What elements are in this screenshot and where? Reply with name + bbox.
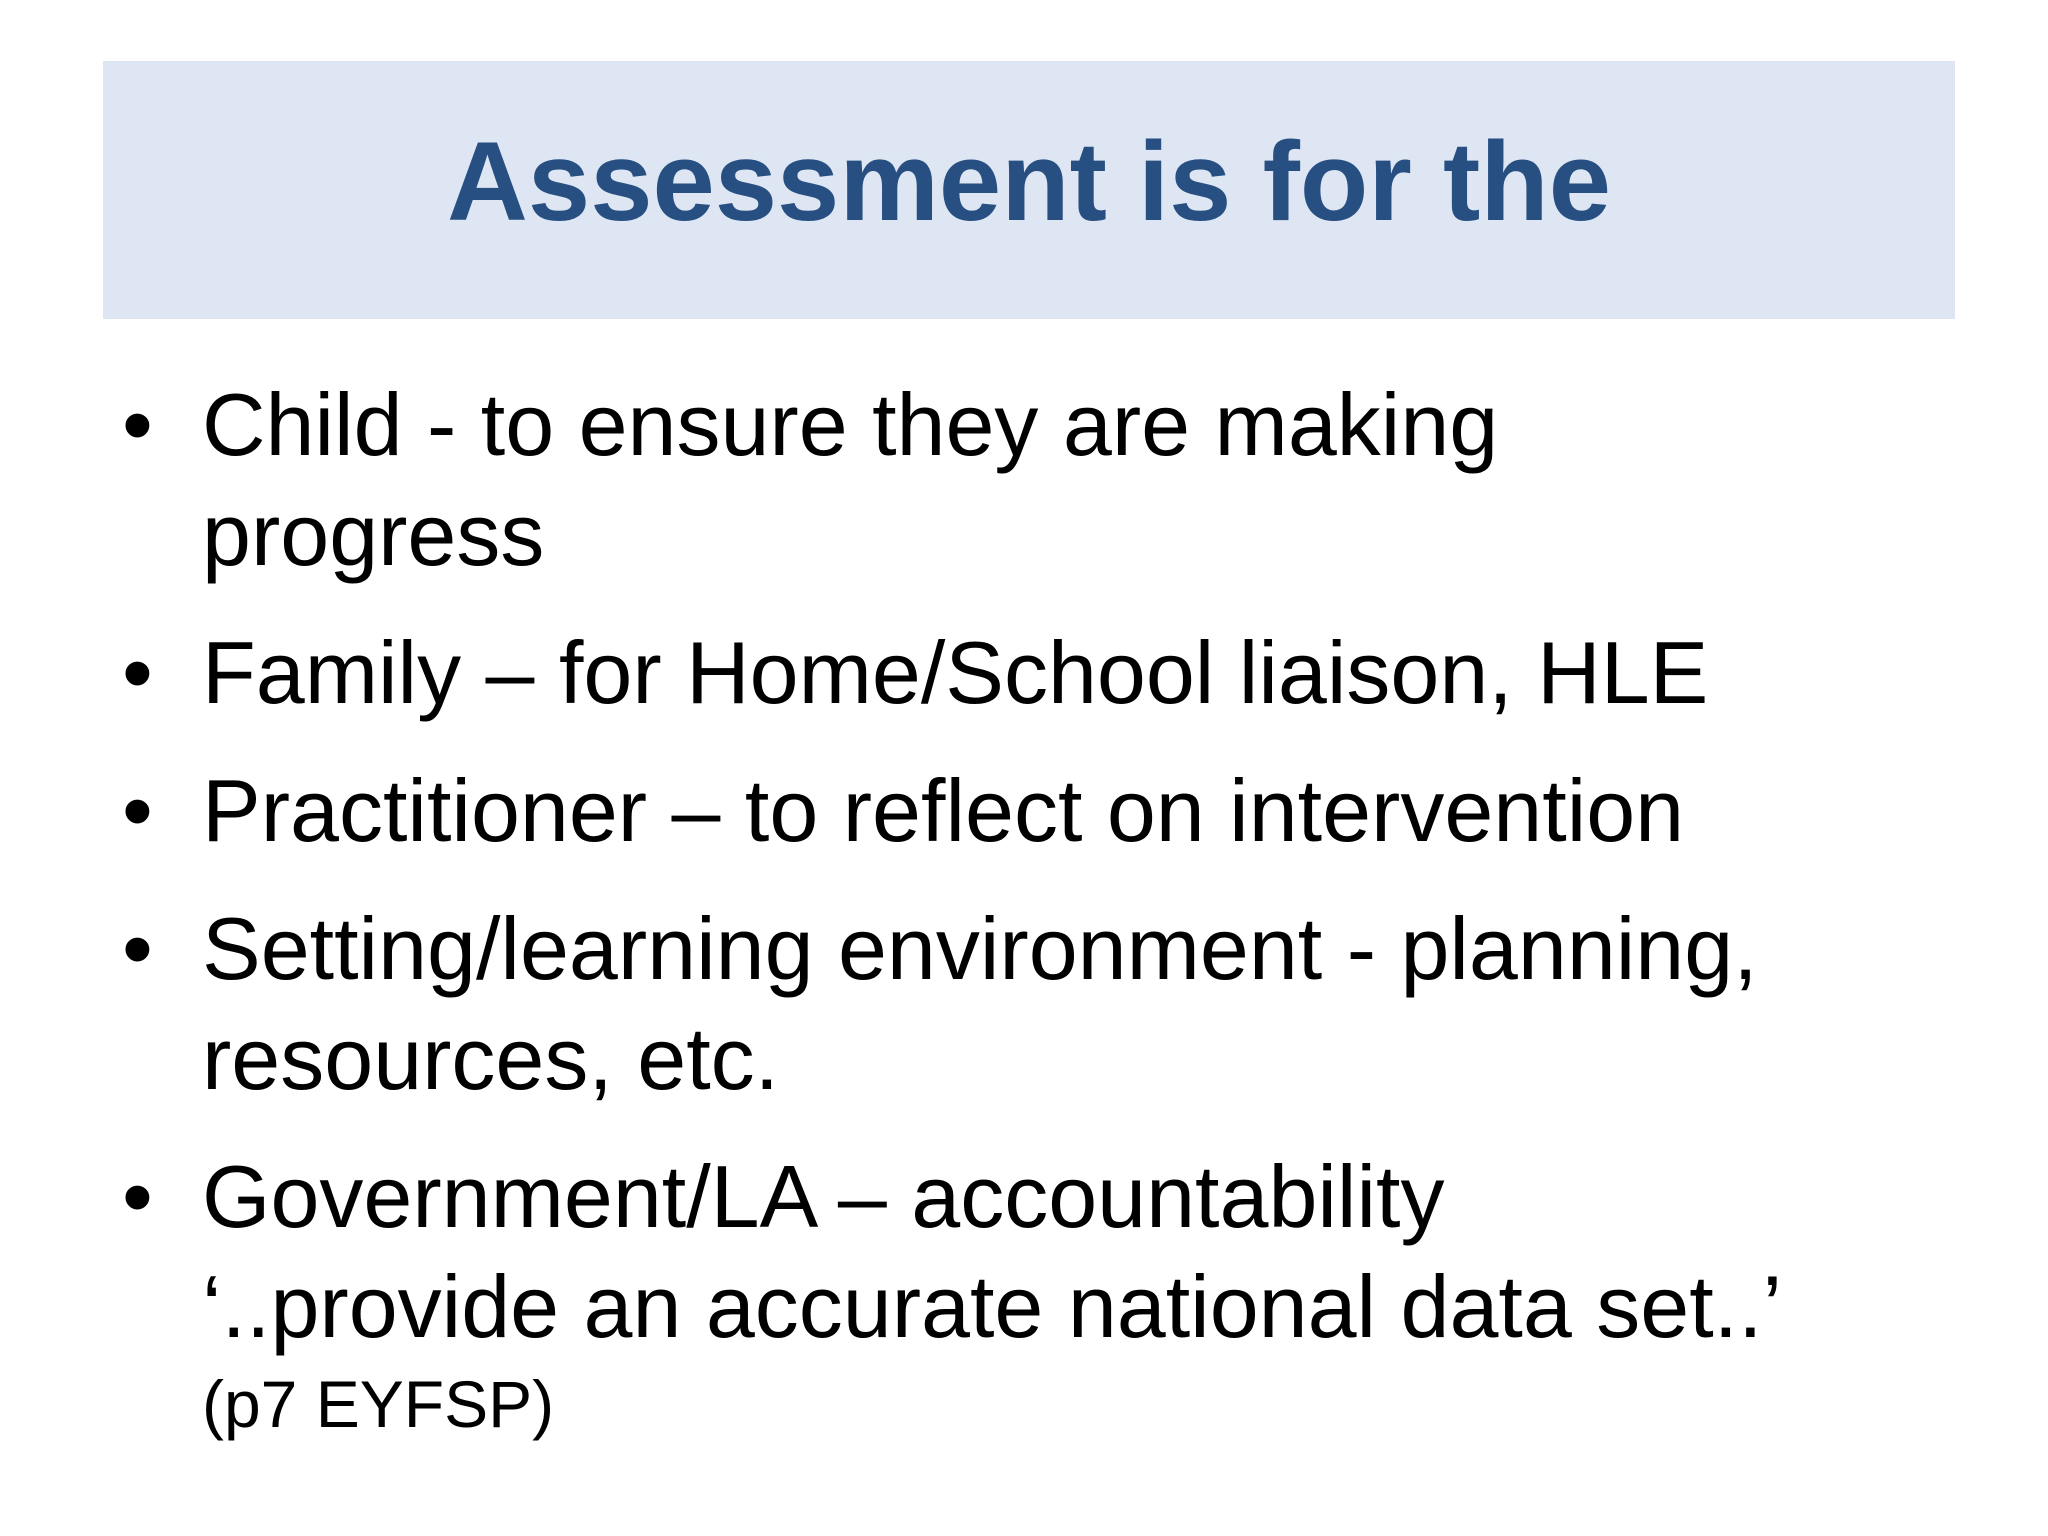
title-band (103, 61, 1955, 319)
bullet-icon: • (122, 375, 153, 474)
bullet-icon: • (122, 899, 153, 998)
bullet-list (122, 370, 1952, 1474)
bullet-child (122, 370, 1952, 590)
bullet-icon: • (122, 761, 153, 860)
bullet-setting (122, 894, 1952, 1114)
citation-note: (p7 EYFSP) (202, 1367, 555, 1441)
bullet-text: Practitioner – to reflect on intervention (202, 761, 1685, 860)
bullet-text: Child - to ensure they are making (202, 375, 1499, 474)
bullet-text: Government/LA – accountability (202, 1147, 1445, 1246)
bullet-text: ‘..provide an accurate national data set..’ (202, 1257, 1783, 1356)
bullet-practitioner (122, 756, 1952, 866)
bullet-text: progress (202, 485, 545, 584)
bullet-text: Setting/learning environment - planning, (202, 899, 1758, 998)
slide-title: Assessment is for the (447, 119, 1611, 244)
bullet-family (122, 618, 1952, 728)
bullet-text: Family – for Home/School liaison, HLE (202, 623, 1709, 722)
bullet-icon: • (122, 623, 153, 722)
bullet-government (122, 1142, 1952, 1446)
bullet-text: resources, etc. (202, 1009, 780, 1108)
bullet-icon: • (122, 1147, 153, 1246)
